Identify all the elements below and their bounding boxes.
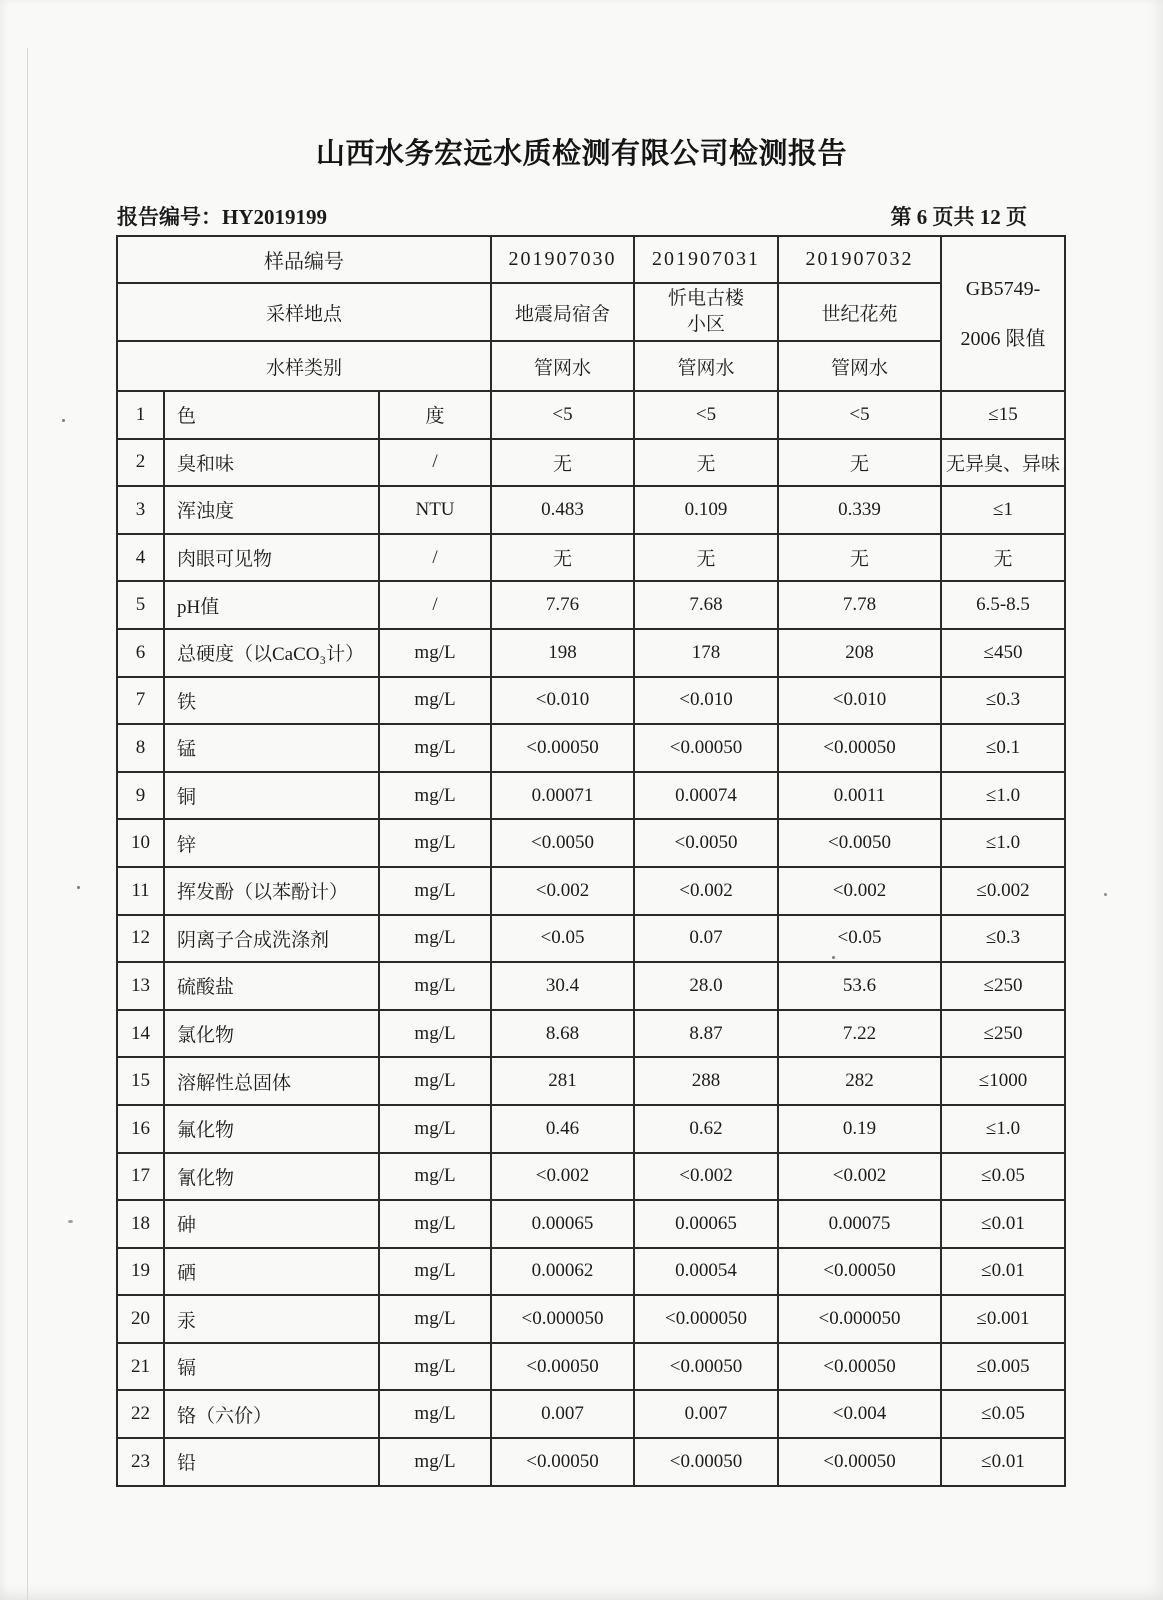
water-type-label: 水样类别	[117, 341, 491, 391]
row-number: 6	[117, 629, 164, 677]
report-number-label: 报告编号：	[117, 205, 222, 229]
table-row	[117, 581, 1065, 629]
sample2-value: 0.00074	[634, 772, 778, 820]
limit-value: ≤0.005	[941, 1343, 1065, 1391]
param-unit: mg/L	[379, 1248, 491, 1296]
row-number: 1	[117, 391, 164, 439]
sample2-value: 28.0	[634, 962, 778, 1010]
table-row	[117, 1153, 1065, 1201]
limit-value: ≤15	[941, 391, 1065, 439]
water-type-2: 管网水	[634, 341, 778, 391]
table-row	[117, 677, 1065, 725]
sample2-value: 0.109	[634, 486, 778, 534]
sample3-value: 208	[778, 629, 941, 677]
param-unit: /	[379, 439, 491, 487]
sample3-value: 无	[778, 534, 941, 582]
sample-no-label: 样品编号	[117, 236, 491, 283]
row-number: 5	[117, 581, 164, 629]
water-type-1: 管网水	[491, 341, 634, 391]
sample1-value: <0.002	[491, 867, 634, 915]
param-unit: mg/L	[379, 1105, 491, 1153]
param-name: 硒	[164, 1248, 379, 1296]
row-number: 21	[117, 1343, 164, 1391]
param-unit: NTU	[379, 486, 491, 534]
param-name: 浑浊度	[164, 486, 379, 534]
report-number	[117, 204, 327, 230]
water-type-3: 管网水	[778, 341, 941, 391]
table-row	[117, 772, 1065, 820]
row-number: 4	[117, 534, 164, 582]
limit-value: ≤1.0	[941, 772, 1065, 820]
sample3-value: <0.004	[778, 1390, 941, 1438]
location-2-text: 忻电古楼小区	[668, 288, 745, 335]
param-name: 总硬度（以CaCO₃计）	[164, 629, 379, 677]
sample-no-1: 201907030	[491, 236, 634, 283]
sample3-value: <5	[778, 391, 941, 439]
limit-value: ≤1000	[941, 1057, 1065, 1105]
sample1-value: 无	[491, 439, 634, 487]
param-name: 阴离子合成洗涤剂	[164, 915, 379, 963]
sample3-value: 0.0011	[778, 772, 941, 820]
sample1-value: <5	[491, 391, 634, 439]
param-unit: mg/L	[379, 1295, 491, 1343]
table-row	[117, 1010, 1065, 1058]
sample3-value: 无	[778, 439, 941, 487]
limit-value: 无	[941, 534, 1065, 582]
sample1-value: 8.68	[491, 1010, 634, 1058]
table-row	[117, 962, 1065, 1010]
limit-value: ≤0.01	[941, 1438, 1065, 1486]
sample1-value: 281	[491, 1057, 634, 1105]
sample3-value: <0.00050	[778, 1343, 941, 1391]
param-name: 镉	[164, 1343, 379, 1391]
param-name: 氰化物	[164, 1153, 379, 1201]
sample1-value: 0.007	[491, 1390, 634, 1438]
table-row	[117, 1295, 1065, 1343]
param-name: 氟化物	[164, 1105, 379, 1153]
table-row	[117, 915, 1065, 963]
param-name: 铁	[164, 677, 379, 725]
scan-speck	[1104, 893, 1107, 896]
table-row	[117, 867, 1065, 915]
sample3-value: 0.00075	[778, 1200, 941, 1248]
param-name: 铜	[164, 772, 379, 820]
param-name: 铬（六价）	[164, 1390, 379, 1438]
sample-no-3: 201907032	[778, 236, 941, 283]
sample3-value: 7.78	[778, 581, 941, 629]
limit-value: 6.5-8.5	[941, 581, 1065, 629]
sample2-value: <0.002	[634, 1153, 778, 1201]
row-number: 3	[117, 486, 164, 534]
sampling-location-row	[117, 283, 1065, 341]
param-unit: mg/L	[379, 962, 491, 1010]
row-number: 22	[117, 1390, 164, 1438]
param-unit: mg/L	[379, 1343, 491, 1391]
sample1-value: 30.4	[491, 962, 634, 1010]
sample1-value: 0.483	[491, 486, 634, 534]
param-unit: mg/L	[379, 819, 491, 867]
sample2-value: 7.68	[634, 581, 778, 629]
sample3-value: 0.19	[778, 1105, 941, 1153]
limit-value: ≤0.002	[941, 867, 1065, 915]
param-unit: mg/L	[379, 724, 491, 772]
sample1-value: <0.05	[491, 915, 634, 963]
sample2-value: 0.007	[634, 1390, 778, 1438]
sample1-value: <0.00050	[491, 1343, 634, 1391]
row-number: 13	[117, 962, 164, 1010]
limit-value: ≤0.05	[941, 1153, 1065, 1201]
param-name: 汞	[164, 1295, 379, 1343]
param-unit: mg/L	[379, 772, 491, 820]
scan-speck	[68, 1220, 73, 1223]
param-name: 硫酸盐	[164, 962, 379, 1010]
param-unit: mg/L	[379, 1153, 491, 1201]
param-unit: mg/L	[379, 1438, 491, 1486]
limit-value: ≤0.01	[941, 1200, 1065, 1248]
sample2-value: 8.87	[634, 1010, 778, 1058]
sample2-value: 无	[634, 534, 778, 582]
sample2-value: <0.000050	[634, 1295, 778, 1343]
sample3-value: <0.002	[778, 1153, 941, 1201]
table-row	[117, 1057, 1065, 1105]
row-number: 23	[117, 1438, 164, 1486]
scan-speck	[62, 419, 65, 422]
param-unit: mg/L	[379, 867, 491, 915]
row-number: 10	[117, 819, 164, 867]
param-unit: mg/L	[379, 1010, 491, 1058]
param-name: 锰	[164, 724, 379, 772]
sample3-value: <0.0050	[778, 819, 941, 867]
param-unit: mg/L	[379, 677, 491, 725]
param-name: 肉眼可见物	[164, 534, 379, 582]
sample1-value: <0.00050	[491, 1438, 634, 1486]
sample3-value: <0.000050	[778, 1295, 941, 1343]
sample2-value: <0.002	[634, 867, 778, 915]
table-row	[117, 439, 1065, 487]
limit-value: ≤1.0	[941, 819, 1065, 867]
limit-value: ≤0.3	[941, 915, 1065, 963]
row-number: 9	[117, 772, 164, 820]
param-unit: /	[379, 534, 491, 582]
sample3-value: <0.00050	[778, 1438, 941, 1486]
row-number: 18	[117, 1200, 164, 1248]
param-unit: mg/L	[379, 915, 491, 963]
limit-value: ≤0.3	[941, 677, 1065, 725]
limit-value: ≤450	[941, 629, 1065, 677]
row-number: 12	[117, 915, 164, 963]
table-row	[117, 724, 1065, 772]
limit-value: 无异臭、异味	[941, 439, 1065, 487]
water-type-row	[117, 341, 1065, 391]
report-meta	[0, 204, 1163, 230]
sample2-value: 0.62	[634, 1105, 778, 1153]
sample1-value: 198	[491, 629, 634, 677]
sample1-value: <0.00050	[491, 724, 634, 772]
location-1: 地震局宿舍	[491, 283, 634, 341]
table-row	[117, 629, 1065, 677]
location-3: 世纪花苑	[778, 283, 941, 341]
sample1-value: <0.000050	[491, 1295, 634, 1343]
sample3-value: 282	[778, 1057, 941, 1105]
sample2-value: <0.00050	[634, 724, 778, 772]
table-header-rows	[117, 236, 1065, 391]
sample-no-2: 201907031	[634, 236, 778, 283]
row-number: 14	[117, 1010, 164, 1058]
param-name: 溶解性总固体	[164, 1057, 379, 1105]
sample1-value: 0.46	[491, 1105, 634, 1153]
limit-value: ≤1.0	[941, 1105, 1065, 1153]
limit-standard-header	[941, 236, 1065, 391]
table-row	[117, 1248, 1065, 1296]
param-unit: mg/L	[379, 1200, 491, 1248]
limit-value: ≤250	[941, 1010, 1065, 1058]
sample1-value: 0.00062	[491, 1248, 634, 1296]
sample2-value: 无	[634, 439, 778, 487]
report-number-value: HY2019199	[222, 205, 327, 229]
param-name: 砷	[164, 1200, 379, 1248]
param-name: 挥发酚（以苯酚计）	[164, 867, 379, 915]
param-name: 氯化物	[164, 1010, 379, 1058]
sample2-value: <0.00050	[634, 1343, 778, 1391]
param-unit: /	[379, 581, 491, 629]
sample2-value: <0.0050	[634, 819, 778, 867]
sample2-value: 0.00054	[634, 1248, 778, 1296]
param-unit: 度	[379, 391, 491, 439]
sample1-value: 无	[491, 534, 634, 582]
table-row	[117, 486, 1065, 534]
paper-edge	[27, 48, 28, 1600]
row-number: 7	[117, 677, 164, 725]
param-name: pH值	[164, 581, 379, 629]
sample3-value: 53.6	[778, 962, 941, 1010]
sample3-value: <0.010	[778, 677, 941, 725]
sample2-value: 288	[634, 1057, 778, 1105]
scan-speck	[832, 956, 835, 959]
sample3-value: <0.00050	[778, 1248, 941, 1296]
row-number: 2	[117, 439, 164, 487]
sample2-value: 0.07	[634, 915, 778, 963]
sample1-value: 7.76	[491, 581, 634, 629]
param-unit: mg/L	[379, 1057, 491, 1105]
param-name: 色	[164, 391, 379, 439]
table-row	[117, 1343, 1065, 1391]
row-number: 15	[117, 1057, 164, 1105]
table-row	[117, 534, 1065, 582]
table-body	[117, 391, 1065, 1486]
param-unit: mg/L	[379, 629, 491, 677]
limit-value: ≤1	[941, 486, 1065, 534]
report-title: 山西水务宏远水质检测有限公司检测报告	[315, 138, 847, 170]
param-name: 铅	[164, 1438, 379, 1486]
sample2-value: <0.010	[634, 677, 778, 725]
limit-value: ≤0.05	[941, 1390, 1065, 1438]
location-label: 采样地点	[117, 283, 491, 341]
sample1-value: 0.00071	[491, 772, 634, 820]
row-number: 17	[117, 1153, 164, 1201]
sample2-value: 178	[634, 629, 778, 677]
water-quality-table	[116, 235, 1066, 1487]
table-row	[117, 1438, 1065, 1486]
table-row	[117, 819, 1065, 867]
page-indicator: 第 6 页共 12 页	[890, 205, 1027, 229]
sample1-value: <0.002	[491, 1153, 634, 1201]
sample-number-row	[117, 236, 1065, 283]
sample3-value: 0.339	[778, 486, 941, 534]
sample3-value: 7.22	[778, 1010, 941, 1058]
sample1-value: <0.0050	[491, 819, 634, 867]
row-number: 20	[117, 1295, 164, 1343]
limit-value: ≤0.001	[941, 1295, 1065, 1343]
row-number: 19	[117, 1248, 164, 1296]
limit-value: ≤0.01	[941, 1248, 1065, 1296]
sample1-value: <0.010	[491, 677, 634, 725]
param-unit: mg/L	[379, 1390, 491, 1438]
row-number: 8	[117, 724, 164, 772]
sample2-value: <5	[634, 391, 778, 439]
row-number: 16	[117, 1105, 164, 1153]
sample3-value: <0.002	[778, 867, 941, 915]
scan-speck	[77, 886, 80, 889]
param-name: 锌	[164, 819, 379, 867]
limit-value: ≤250	[941, 962, 1065, 1010]
table-row	[117, 1200, 1065, 1248]
sample3-value: <0.05	[778, 915, 941, 963]
limit-value: ≤0.1	[941, 724, 1065, 772]
param-name: 臭和味	[164, 439, 379, 487]
sample2-value: <0.00050	[634, 1438, 778, 1486]
table-row	[117, 1390, 1065, 1438]
sample3-value: <0.00050	[778, 724, 941, 772]
limit-standard-line1: GB5749-	[965, 277, 1041, 300]
sample1-value: 0.00065	[491, 1200, 634, 1248]
limit-standard-line2: 2006 限值	[960, 327, 1046, 350]
table-row	[117, 1105, 1065, 1153]
row-number: 11	[117, 867, 164, 915]
table-row	[117, 391, 1065, 439]
location-2	[634, 283, 778, 341]
sample2-value: 0.00065	[634, 1200, 778, 1248]
